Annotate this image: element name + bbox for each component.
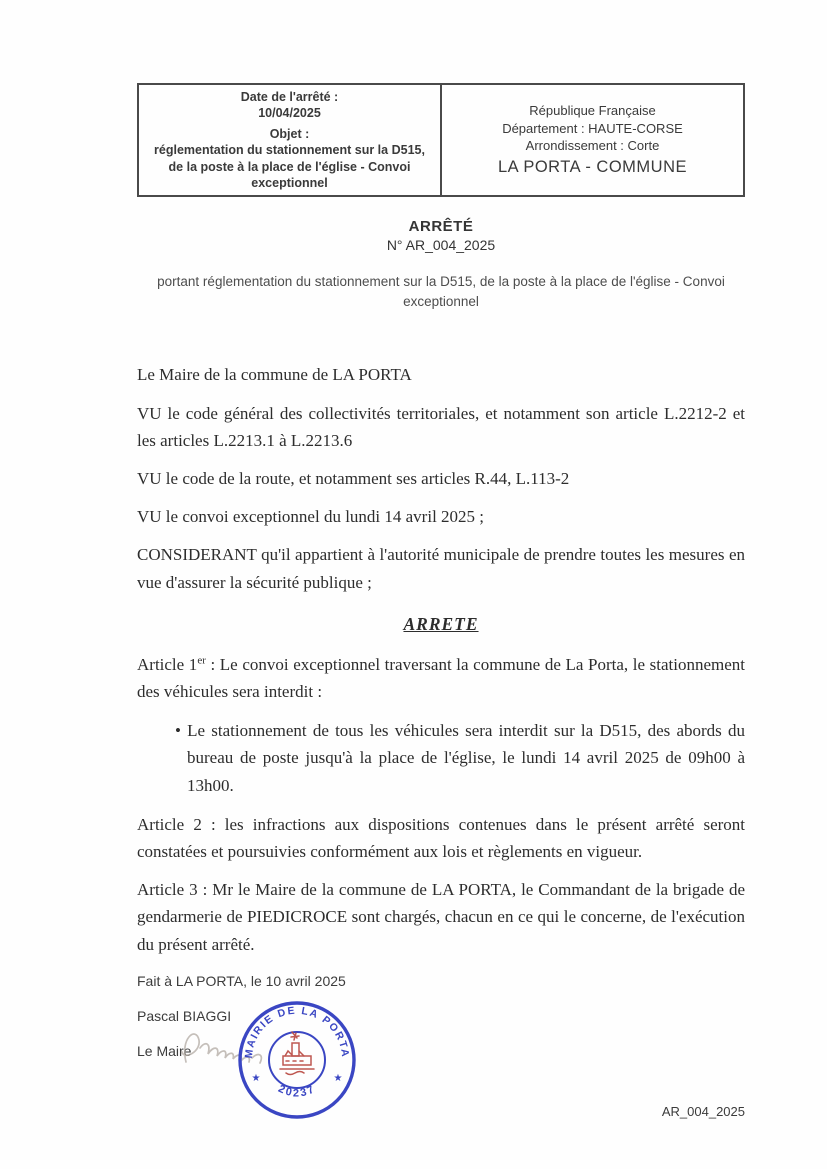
arrete-object-label: Objet : (269, 127, 310, 141)
title-block (137, 218, 745, 253)
article-2-paragraph: Article 2 : les infractions aux dispositions contenues dans le présent arrêté seront constatées et poursuivies conformément aux lois et règlements en vigueur. (137, 814, 745, 861)
commune-line: LA PORTA - COMMUNE (497, 157, 687, 176)
header-cell-authority (442, 85, 743, 195)
arrete-date-value: 10/04/2025 (258, 106, 321, 121)
recital-paragraph: VU le code de la route, et notamment ses articles R.44, L.113-2 (137, 469, 570, 489)
department-line: Département : HAUTE-CORSE (502, 120, 683, 136)
stamp-emblem-church-icon (280, 1032, 314, 1075)
article-1-ordinal: er (197, 654, 206, 667)
signatory-name: Pascal BIAGGI (137, 1007, 232, 1024)
stamp-postal-code: 20237 (276, 1082, 318, 1100)
stamp-inner-ring (269, 1032, 325, 1088)
star-icon: ★ (333, 1073, 343, 1084)
header-box (137, 83, 745, 197)
article-1-label: Article 1 (137, 654, 198, 674)
document-content (137, 83, 745, 1078)
star-icon: ★ (251, 1073, 261, 1084)
bullet-item: • Le stationnement de tous les véhicules sera interdit sur la D515, des abords du bureau de poste jusqu'à la place de l'église, le lundi 14 avril 2025 de 09h00 à 13h00. (171, 717, 745, 799)
recital-paragraph: VU le convoi exceptionnel du lundi 14 avril 2025 ; (137, 507, 485, 527)
article-1-bullets (137, 717, 745, 799)
article-3-paragraph: Article 3 : Mr le Maire de la commune de LA PORTA, le Commandant de la brigade de gendarmerie de PIEDICROCE sont chargés, chacun en ce qui le concerne, de l'exécution du présent arrêté. (137, 880, 745, 954)
arrete-date-label: Date de l'arrêté : (240, 90, 339, 104)
republic-line: République Française (529, 103, 656, 119)
arrete-object-value: réglementation du stationnement sur la D515, de la poste à la place de l'église - Convoi exceptionnel (154, 143, 425, 190)
body-text (137, 361, 745, 958)
stamp-outer-ring (240, 1003, 354, 1117)
document-subject: portant réglementation du stationnement sur la D515, de la poste à la place de l'église - Convoi exceptionnel (157, 274, 725, 310)
header-cell-arrete-info (139, 85, 442, 195)
recital-paragraph: CONSIDERANT qu'il appartient à l'autorité municipale de prendre toutes les mesures en vue d'assurer la sécurité publique ; (137, 545, 745, 592)
intro-paragraph: Le Maire de la commune de LA PORTA (137, 364, 412, 384)
mairie-stamp (236, 999, 358, 1121)
document-title: ARRÊTÉ (408, 218, 474, 235)
document-number: N° AR_004_2025 (386, 237, 496, 253)
article-1-text: : Le convoi exceptionnel traversant la commune de La Porta, le stationnement des véhicules sera interdit : (137, 654, 745, 701)
stamp-top-text: MAIRIE DE LA PORTA (242, 1004, 352, 1059)
article-1-paragraph (137, 651, 745, 705)
recital-paragraph: VU le code général des collectivités territoriales, et notamment son article L.2212-2 et les articles L.2213.1 à L.2213.6 (137, 403, 745, 450)
signatory-title: Le Maire (137, 1042, 192, 1059)
arrondissement-line: Arrondissement : Corte (525, 138, 660, 154)
decision-heading: ARRETE (403, 613, 479, 634)
footer-reference: AR_004_2025 (661, 1104, 745, 1119)
place-date-line: Fait à LA PORTA, le 10 avril 2025 (137, 972, 346, 989)
